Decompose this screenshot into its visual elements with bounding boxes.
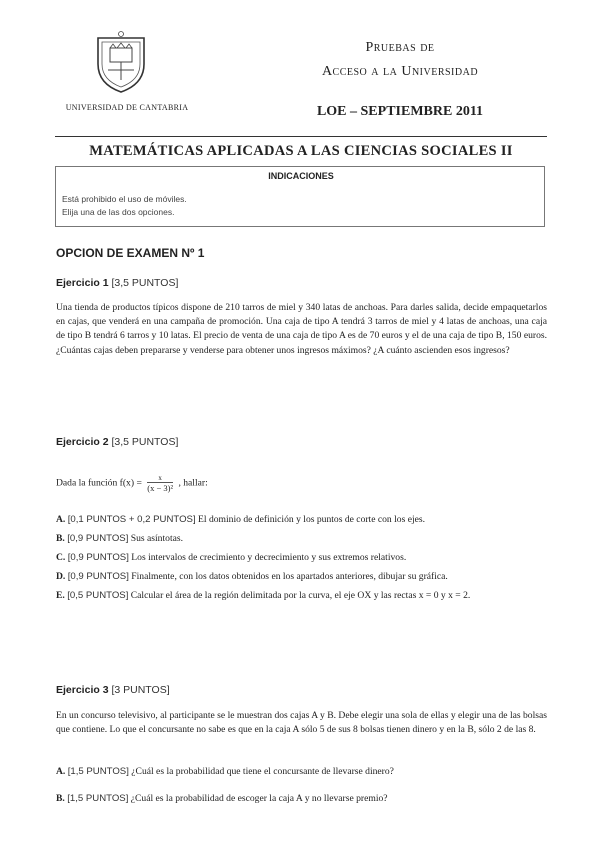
item-points: [0,9 PUNTOS] <box>67 571 129 582</box>
exercise-3-text: En un concurso televisivo, al participante se le muestran dos cajas A y B. Debe elegir una sola de ellas y elegir una de las bolsas que contiene. Lo que el concursante no sabe es que en la caja A sólo 5 de sus 8 bolsas tienen dinero y en la B, sólo 2 de las 8. <box>56 710 547 736</box>
exam-session: LOE – SEPTIEMBRE 2011 <box>316 104 484 119</box>
option-title: OPCION DE EXAMEN Nº 1 <box>56 246 205 260</box>
exercise-title: Ejercicio 1 <box>56 277 109 289</box>
item-label: D. <box>56 571 66 582</box>
exercise-3-item <box>56 766 547 777</box>
item-points: [1,5 PUNTOS] <box>67 766 129 777</box>
function-fraction <box>147 474 173 493</box>
exercise-2-item <box>56 571 547 582</box>
function-intro: Dada la función f(x) = <box>56 477 142 489</box>
item-points: [0,9 PUNTOS] <box>67 552 129 563</box>
university-name: UNIVERSIDAD DE CANTABRIA <box>65 103 189 112</box>
item-text: ¿Cuál es la probabilidad que tiene el concursante de llevarse dinero? <box>131 766 394 777</box>
header-title-line2: Acceso a la Universidad <box>321 64 479 79</box>
fraction-numerator: x <box>147 474 173 483</box>
exercise-points: [3,5 PUNTOS] <box>111 436 179 448</box>
exercise-1-text: Una tienda de productos típicos dispone de 210 tarros de miel y 340 latas de anchoas. Para darles salida, decide empaquetarlos en cajas, que venderá en una campaña de promoción. Una caja de tipo A tendrá 3 tarros de miel y 4 latas de anchoas, una caja de tipo B tendrá 6 tarros y 10 latas. El precio de venta de una caja de tipo A es de 70 euros y el de una caja de tipo B, 150 euros. ¿Cuántas cajas deben prepararse y venderse para obtener unos ingresos máximos? ¿A cuánto ascienden esos ingresos? <box>56 302 547 356</box>
item-text: Sus asíntotas. <box>130 533 184 544</box>
header-title-line1: Pruebas de <box>365 40 435 55</box>
subject-title: MATEMÁTICAS APLICADAS A LAS CIENCIAS SOCIALES II <box>89 143 513 159</box>
indicacion-item: Elija una de las dos opciones. <box>62 207 175 217</box>
item-label: A. <box>56 766 66 777</box>
item-points: [0,9 PUNTOS] <box>67 533 129 544</box>
university-crest-icon <box>88 30 154 96</box>
indicaciones-title: INDICACIONES <box>268 171 334 181</box>
exercise-points: [3 PUNTOS] <box>111 684 170 696</box>
function-outro: , hallar: <box>178 477 208 489</box>
item-label: B. <box>56 533 65 544</box>
exercise-2-item <box>56 533 547 544</box>
item-points: [1,5 PUNTOS] <box>67 793 129 804</box>
exercise-points: [3,5 PUNTOS] <box>111 277 179 289</box>
fraction-denominator: (x − 3)² <box>147 483 174 493</box>
exercise-3-heading <box>56 684 170 696</box>
item-text: ¿Cuál es la probabilidad de escoger la caja A y no llevarse premio? <box>130 793 388 804</box>
exercise-1-heading <box>56 277 178 289</box>
item-label: E. <box>56 590 65 601</box>
item-label: C. <box>56 552 66 563</box>
item-label: A. <box>56 514 66 525</box>
exercise-title: Ejercicio 2 <box>56 436 109 448</box>
exercise-2-heading <box>56 436 178 448</box>
exercise-2-item <box>56 514 547 525</box>
item-label: B. <box>56 793 65 804</box>
item-text: Calcular el área de la región delimitada por la curva, el eje OX y las rectas x = 0 y x = 2. <box>130 590 471 601</box>
item-text: El dominio de definición y los puntos de corte con los ejes. <box>198 514 426 525</box>
function-definition <box>56 474 208 493</box>
exercise-title: Ejercicio 3 <box>56 684 109 696</box>
item-text: Los intervalos de crecimiento y decrecimiento y sus extremos relativos. <box>131 552 407 563</box>
item-points: [0,1 PUNTOS + 0,2 PUNTOS] <box>67 514 196 525</box>
indicacion-item: Está prohibido el uso de móviles. <box>62 194 187 204</box>
top-divider <box>55 136 547 137</box>
item-text: Finalmente, con los datos obtenidos en los apartados anteriores, dibujar su gráfica. <box>131 571 448 582</box>
item-points: [0,5 PUNTOS] <box>67 590 129 601</box>
exercise-2-item <box>56 552 547 563</box>
exercise-3-item <box>56 793 547 804</box>
exercise-2-item <box>56 590 547 601</box>
